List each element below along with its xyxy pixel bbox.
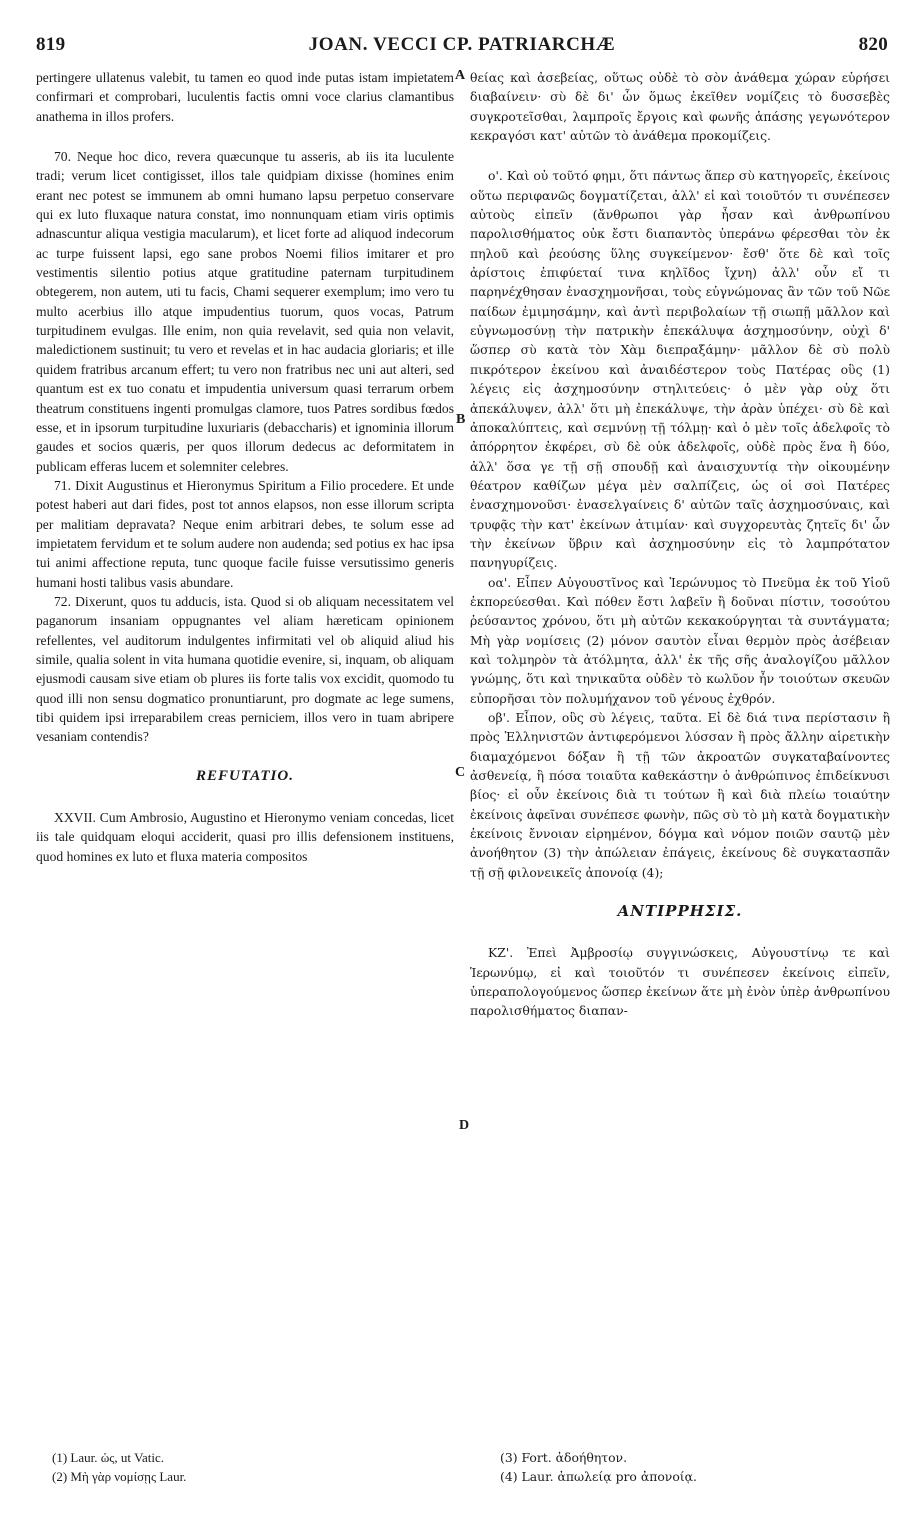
latin-paragraph-27: XXVII. Cum Ambrosio, Augustino et Hieronymo veniam concedas, licet iis tale quidquam eloqui acciderit, quasi pro illis defensionem instituens, quod homines ex luto et fluxa materia compositos [36,810,454,864]
footnote-2: (2) Μὴ γὰρ νομίσῃς Laur. [52,1469,187,1484]
margin-letter-b: B [456,412,466,427]
latin-paragraph-70: 70. Neque hoc dico, revera quæcunque tu asseris, ab iis ita luculente tradi; verum licet contigisset, illos tale quidpiam dixisse (homines enim erant nec potest se immunem ab omni humano lapsu perpetuo conservare qui ex luto fluxaque natura constat, imo nonnunquam etiam viris optimis adnascuntur aliqua vestigia macularum), et licet forte ad aliquod indecorum ac turpe fuissent lapsi, ego sane probos Noemi filios imitarer et pro vestimentis silentio potius atque gratitudine paternam turpitudinem obtegerem, non autem, uti tu facis, Chami sequerer exemplum; imo vero tu multo acerbius illo atque impudentius tuorum, quos vocas, Patrum turpitudinem evulgas. Ille enim, non quia revelavit, sed quia non velavit, maledictionem sustinuit; tu vero et revelas et in hac audacia gloriaris; et ille quidem fratribus arcanum effert; tu vero non fratribus nec uni aut alteri, sed quantum est ex tuo conatu et impudentia universum quasi terrarum orbem theatrum constituens ingenti promulgas clamore, tuos Patres sordibus fœdos esse, et in ipsorum turpitudine luxuriaris (debaccharis) et ignominia illorum gaudes et socios quæris, per quos illorum dedecus ac deformitatem in publicam efferas lucem et solemniter celebres. [36,149,454,474]
latin-paragraph-intro: pertingere ullatenus valebit, tu tamen eo quod inde putas istam impietatem confirmari et comprobari, luculentis factis omni voce clarius clamantibus anathema in illos profers. [36,70,454,124]
greek-section-title: ΑΝΤΙΡΡΗΣΙΣ. [617,902,743,921]
page-number-left: 819 [36,34,66,55]
greek-paragraph-72: οβ'. Εἶπον, οὓς σὺ λέγεις, ταῦτα. Εἰ δὲ διά τινα περίστασιν ἢ πρὸς Ἑλληνιστῶν ἀντιφερόμενοι λύσσαν ἢ πρὸς ἄλλην αἱρετικὴν διαμαχόμενοι δόξαν ἢ τῇ τῶν ἀκροατῶν συγκαταβαίνοντες ἀσθενείᾳ, ἢ πόσα τοιαῦτα καθεκάστην ὁ ἀνθρώπινος ἐπιδείκνυσι βίος· εἰ οὖν ἐκείνοις διὰ τι τούτων ἢ καὶ διὰ πλείω τοιαύτην ἐκείνοις ἀφεῖναι συνέπεσε φωνὴν, πῶς σὺ τὸ μὴ κατὰ δογματικὴν ἐκείνοις ἔννοιαν εἰρημένον, δόγμα καὶ νόμον ποιῶν σαυτῷ μὲν ἀνοήθητον (3) τὴν ἀπώλειαν ἐπάγεις, ἐκείνους δὲ συγκατασπᾶν τῇ σῇ φιλονεικεῖς ἀπονοίᾳ (4); [470,710,890,880]
greek-paragraph-71: οα'. Εἶπεν Αὐγουστῖνος καὶ Ἱερώνυμος τὸ Πνεῦμα ἐκ τοῦ Υἱοῦ ἐκπορεύεσθαι. Καὶ πόθεν ἔστι λαβεῖν ἢ δοῦναι πίστιν, τοσούτου ῥεύσαντος χρόνου, ὅτι μὴ αὐτῶν κεκακούργηται τὰ συντάγματα; Μὴ γὰρ νομίσεις (2) μόνον σαυτὸν εἶναι θερμὸν πρὸς ἀσέβειαν καὶ τολμηρὸν τὰ ἀτόλμητα, ἀλλ' ἐκ τῆς σῆς ἀναλογίζου μᾶλλον γνώμης, ὅτι καὶ τηνικαῦτα οὐδὲν τὸ κωλῦον ἦν τοιούτων σκευῶν εὐπορῆσαι τὸν πολυμήχανον τοῦ γένους ἐχθρόν. [470,574,890,706]
latin-column [36,68,454,866]
latin-section-title: REFUTATIO. [196,767,294,784]
greek-footnotes [500,1448,697,1486]
running-header [36,34,888,60]
footnote-4: (4) Laur. ἀπωλείᾳ pro ἀπονοίᾳ. [500,1469,697,1484]
latin-paragraph-72: 72. Dixerunt, quos tu adducis, ista. Quod si ob aliquam necessitatem vel paganorum insaniam oppugnantes vel aliam hæreticam opinionem refellentes, vel auditorum indulgentes infirmitati vel ob aliquid aliud his simile, qualia solent in vita humana quotidie evenire, si, inquam, ob aliquam ejusmodi causam sive etiam ob plures iis forte talis vox excidit, quomodo tu quod illi non sensu dogmatico pronuntiarunt, pro dogmate ac lege sumens, tibi quidem ipsi irreparabilem creas perniciem, illos vero in tuam abripere vesaniam contendis? [36,593,454,745]
margin-letter-c: C [455,765,466,780]
latin-paragraph-71: 71. Dixit Augustinus et Hieronymus Spiritum a Filio procedere. Et unde potest haberi aut dari fides, post tot annos elapsos, non esse illorum scripta per malitiam depravata? Neque enim arbitrari debes, te solum esse ad impietatem fervidum et te solum audere non audenda; sed potius ex hac ipsa tui animi affectione reputa, tunc quoque facile fuisse versutissimo generis humani hosti talibus vasis abundare. [36,477,454,590]
greek-column [470,68,890,1021]
greek-paragraph-intro: θείας καὶ ἀσεβείας, οὕτως οὐδὲ τὸ σὸν ἀνάθεμα χώραν εὑρήσει διαβαίνειν· σὺ δὲ δι' ὧν ὅμως ἐκεῖθεν νομίζεις τὸ δυσσεβὲς συγκροτεῖσθαι, λαμπροῖς ἔργοις καὶ φωνῆς ἁπάσης γεγωνότερον κεκραγόσι κατ' αὐτῶν τὸ ἀνάθεμα προκομίζεις. [470,70,890,144]
latin-footnotes [52,1448,186,1486]
greek-paragraph-70: ο'. Καὶ οὐ τοῦτό φημι, ὅτι πάντως ἅπερ σὺ κατηγορεῖς, ἐκείνοις οὕτω περιφανῶς δογματίζεται, ἀλλ' εἰ καὶ τοιοῦτόν τι συνέπεσεν αὐτοὺς εἰπεῖν (ἄνθρωποι γὰρ ἦσαν καὶ ἀνθρωπίνου παρολισθήματος οὐκ ἔστι διαπαντὸς ὑπεράνω φέρεσθαι τὸν ἐκ πηλοῦ καὶ ῥεούσης ὕλης συγκείμενον· ἔσθ' ὅτε δὲ καὶ τοῖς ἀρίστοις ἐπιφύεταί τινα κηλῖδος ἴχνη) ἀλλ' οὖν εἴ τι παρηνέχθησαν ἐνασχημονῆσαι, τοὺς εὐγνώμονας ἂν τῶν τοῦ Νῶε παίδων ἐμιμησάμην, καὶ ἀντὶ περιβολαίων τῇ σιωπῇ μᾶλλον καὶ εὐγνωμοσύνῃ τὴν πατρικὴν ἐπεκάλυψα ἀσχημοσύνην, οὐχὶ δ' ὥσπερ σὺ κατὰ τὸν Χὰμ διεπραξάμην· μᾶλλον δὲ σὺ πολὺ πικρότερον ἐκείνου καὶ ἀναιδέστερον τοὺς Πατέρας οὓς (1) λέγεις εἰς ἀσχημοσύνην στηλιτεύεις· ὁ μὲν γὰρ οὐχ ὅτι ἀπεκάλυψεν, ἀλλ' ὅτι μὴ ἐπεκάλυψε, τὴν ἀρὰν ὑπέχει· σὺ δὲ καὶ ἀποκαλύπτεις, καὶ σεμνύνῃ τῇ τόλμῃ· καὶ ὁ μὲν τοῖς ἀδελφοῖς τὸ ἀπόρρητον ἐκφέρει, σὺ δὲ οὐκ ἀδελφοῖς, οὐδὲ πρὸς ἕνα ἢ δύο, ἀλλ' ὅσα γε τῇ σῇ σπουδῇ καὶ ἀναισχυντίᾳ τὴν οἰκουμένην θέατρον καθίζων μέγα μὲν σαλπίζεις, ὡς οἱ σοὶ Πατέρες ἐνασχημονοῦσι· ἐνασελγαίνεις δ' αὐτῶν ταῖς ἀσχημοσύναις, καὶ τρυφᾷς τὴν κατ' ἐκείνων ἀτιμίαν· καὶ συγχορευτὰς ζητεῖς δι' ὧν τὴν ἐκείνων ὕβριν καὶ ἀσχημοσύνην εἰς τὸ λαμπρότατον πανηγυρίζεις. [470,168,890,571]
running-title: JOAN. VECCI CP. PATRIARCHÆ [308,34,616,55]
margin-letter-a: A [455,68,466,83]
margin-letter-d: D [459,1118,470,1133]
greek-paragraph-27: ΚΖ'. Ἐπεὶ Ἀμβροσίῳ συγγινώσκεις, Αὐγουστίνῳ τε καὶ Ἱερωνύμῳ, εἰ καὶ τοιοῦτόν τι συνέπεσεν ἐκείνοις εἰπεῖν, ὑπεραπολογούμενος ὥσπερ ἐκείνων ἅτε μὴ ἐνὸν ὑπὲρ ἀνθρωπίνου παρολισθήματος διαπαν- [470,945,890,1019]
footnote-3: (3) Fort. ἀδοήθητον. [500,1450,628,1465]
footnote-1: (1) Laur. ὡς, ut Vatic. [52,1450,165,1465]
page-number-right: 820 [858,34,888,55]
